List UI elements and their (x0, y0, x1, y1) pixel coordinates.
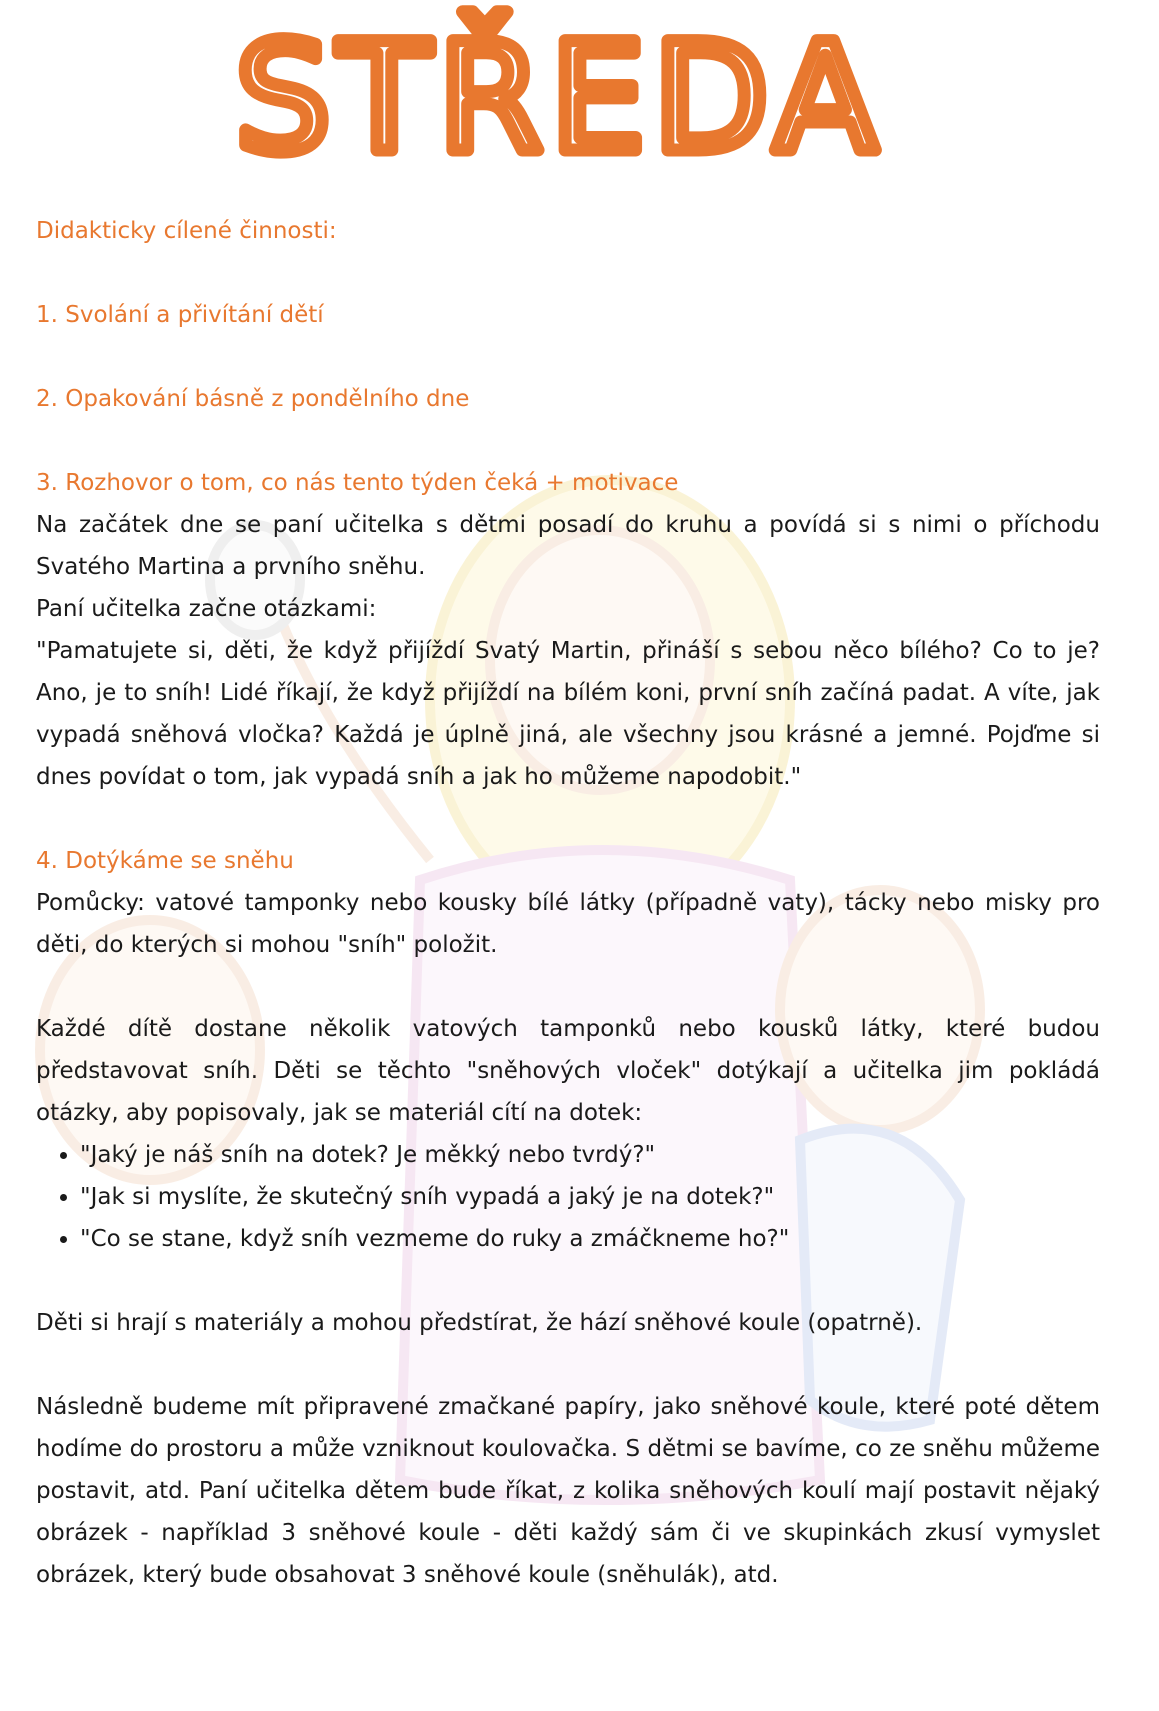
list-item: • "Jak si myslíte, že skutečný sníh vypadá a jaký je na dotek?" (80, 1176, 1100, 1218)
item-2-heading: 2. Opakování básně z pondělního dne (36, 386, 470, 412)
page-content (36, 210, 1100, 1596)
item-4-paragraph-2: Děti si hrají s materiály a mohou předstírat, že hází sněhové koule (opatrně). (36, 1310, 923, 1336)
question-list (36, 1134, 1100, 1260)
item-1-heading: 1. Svolání a přivítání dětí (36, 302, 324, 328)
item-4-heading: 4. Dotýkáme se sněhu (36, 848, 294, 874)
item-3-heading: 3. Rozhovor o tom, co nás tento týden čeká + motivace (36, 470, 679, 496)
list-item: • "Jaký je náš sníh na dotek? Je měkký nebo tvrdý?" (80, 1134, 1100, 1176)
intro-heading: Didakticky cílené činnosti: (36, 218, 337, 244)
item-3-paragraph-1: Na začátek dne se paní učitelka s dětmi posadí do kruhu a povídá si s nimi o příchodu Svatého Martina a prvního sněhu. (36, 512, 1100, 580)
list-item: • "Co se stane, když sníh vezmeme do ruky a zmáčkneme ho?" (80, 1218, 1100, 1260)
item-4-paragraph-3: Následně budeme mít připravené zmačkané papíry, jako sněhové koule, které poté dětem hodíme do prostoru a může vzniknout koulovačka. S dětmi se bavíme, co ze sněhu můžeme postavit, atd. Paní učitelka dětem bude říkat, z kolika sněhových koulí mají postavit nějaký obrázek - například 3 sněhové koule - děti každý sám či ve skupinkách zkusí vymyslet obrázek, který bude obsahovat 3 sněhové koule (sněhulák), atd. (36, 1394, 1100, 1588)
item-4-paragraph-1: Každé dítě dostane několik vatových tamponků nebo kousků látky, které budou představovat sníh. Děti se těchto "sněhových vloček" dotýkají a učitelka jim pokládá otázky, aby popisovaly, jak se materiál cítí na dotek: (36, 1016, 1100, 1126)
item-4-tools: Pomůcky: vatové tamponky nebo kousky bílé látky (případně vaty), tácky nebo misky pro děti, do kterých si mohou "sníh" položit. (36, 890, 1100, 958)
page-title (0, 0, 1159, 200)
item-3-paragraph-2: Paní učitelka začne otázkami: (36, 596, 377, 622)
page-title-text: STŘEDA (235, 12, 885, 186)
item-3-quote: "Pamatujete si, děti, že když přijíždí Svatý Martin, přináší s sebou něco bílého? Co to je? Ano, je to sníh! Lidé říkají, že když přijíždí na bílém koni, první sníh začíná padat. A víte, jak vypadá sněhová vločka? Každá je úplně jiná, ale všechny jsou krásné a jemné. Pojďme si dnes povídat o tom, jak vypadá sníh a jak ho můžeme napodobit." (36, 638, 1100, 790)
